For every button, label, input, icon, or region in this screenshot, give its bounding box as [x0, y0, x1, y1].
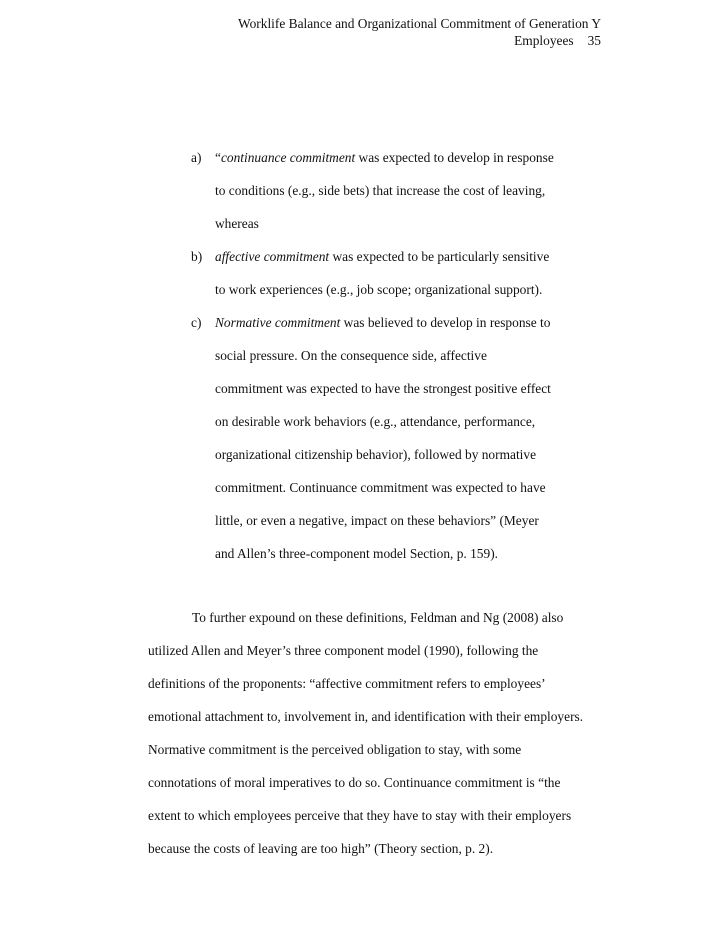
list-item-a-line-1: [215, 148, 554, 168]
paragraph-line: because the costs of leaving are too high” (Theory section, p. 2).: [148, 841, 494, 856]
list-item-c-line-4: on desirable work behaviors (e.g., attendance, performance,: [215, 414, 536, 429]
list-item-a-line-1-text: was expected to develop in response: [355, 150, 554, 165]
list-item-c-line-1: [215, 313, 550, 333]
paragraph-line: emotional attachment to, involvement in, and identification with their employers.: [148, 709, 584, 724]
list-marker-a: a): [191, 150, 202, 165]
paragraph-line: Normative commitment is the perceived obligation to stay, with some: [148, 742, 522, 757]
page-number: 35: [587, 33, 601, 48]
header-subtitle-line: [238, 32, 601, 49]
list-item-b-line-1-text: was expected to be particularly sensitive: [329, 249, 550, 264]
open-quote: “: [215, 150, 221, 165]
list-item-c-line-2: social pressure. On the consequence side, affective: [215, 348, 487, 363]
header-subtitle: Employees: [514, 33, 574, 48]
term-continuance-commitment: continuance commitment: [220, 150, 356, 165]
list-item-c-line-6: commitment. Continuance commitment was expected to have: [215, 480, 546, 495]
term-affective-commitment: affective commitment: [215, 249, 330, 264]
list-marker-c: c): [191, 315, 202, 330]
list-item-c-line-1-text: was believed to develop in response to: [340, 315, 551, 330]
header-title: Worklife Balance and Organizational Commitment of Generation Y: [238, 16, 601, 31]
paragraph-line: utilized Allen and Meyer’s three component model (1990), following the: [148, 643, 539, 658]
list-item-c-line-8: and Allen’s three-component model Section, p. 159).: [215, 546, 499, 561]
paragraph-line: connotations of moral imperatives to do so. Continuance commitment is “the: [148, 775, 561, 790]
list-item-b-line-1: [215, 247, 549, 267]
list-item-b-line-2: to work experiences (e.g., job scope; organizational support).: [215, 282, 543, 297]
list-item-a-line-2: to conditions (e.g., side bets) that increase the cost of leaving,: [215, 183, 546, 198]
list-item-c-line-5: organizational citizenship behavior), followed by normative: [215, 447, 537, 462]
paragraph-line: To further expound on these definitions, Feldman and Ng (2008) also: [192, 610, 564, 625]
paragraph-line: extent to which employees perceive that they have to stay with their employers: [148, 808, 572, 823]
paragraph-line: definitions of the proponents: “affective commitment refers to employees’: [148, 676, 546, 691]
running-header: [238, 15, 601, 49]
list-item-c-line-3: commitment was expected to have the strongest positive effect: [215, 381, 551, 396]
list-item-c-line-7: little, or even a negative, impact on these behaviors” (Meyer: [215, 513, 539, 528]
list-marker-b: b): [191, 249, 203, 264]
list-item-a-line-3: whereas: [215, 216, 259, 231]
term-normative-commitment: Normative commitment: [215, 315, 341, 330]
